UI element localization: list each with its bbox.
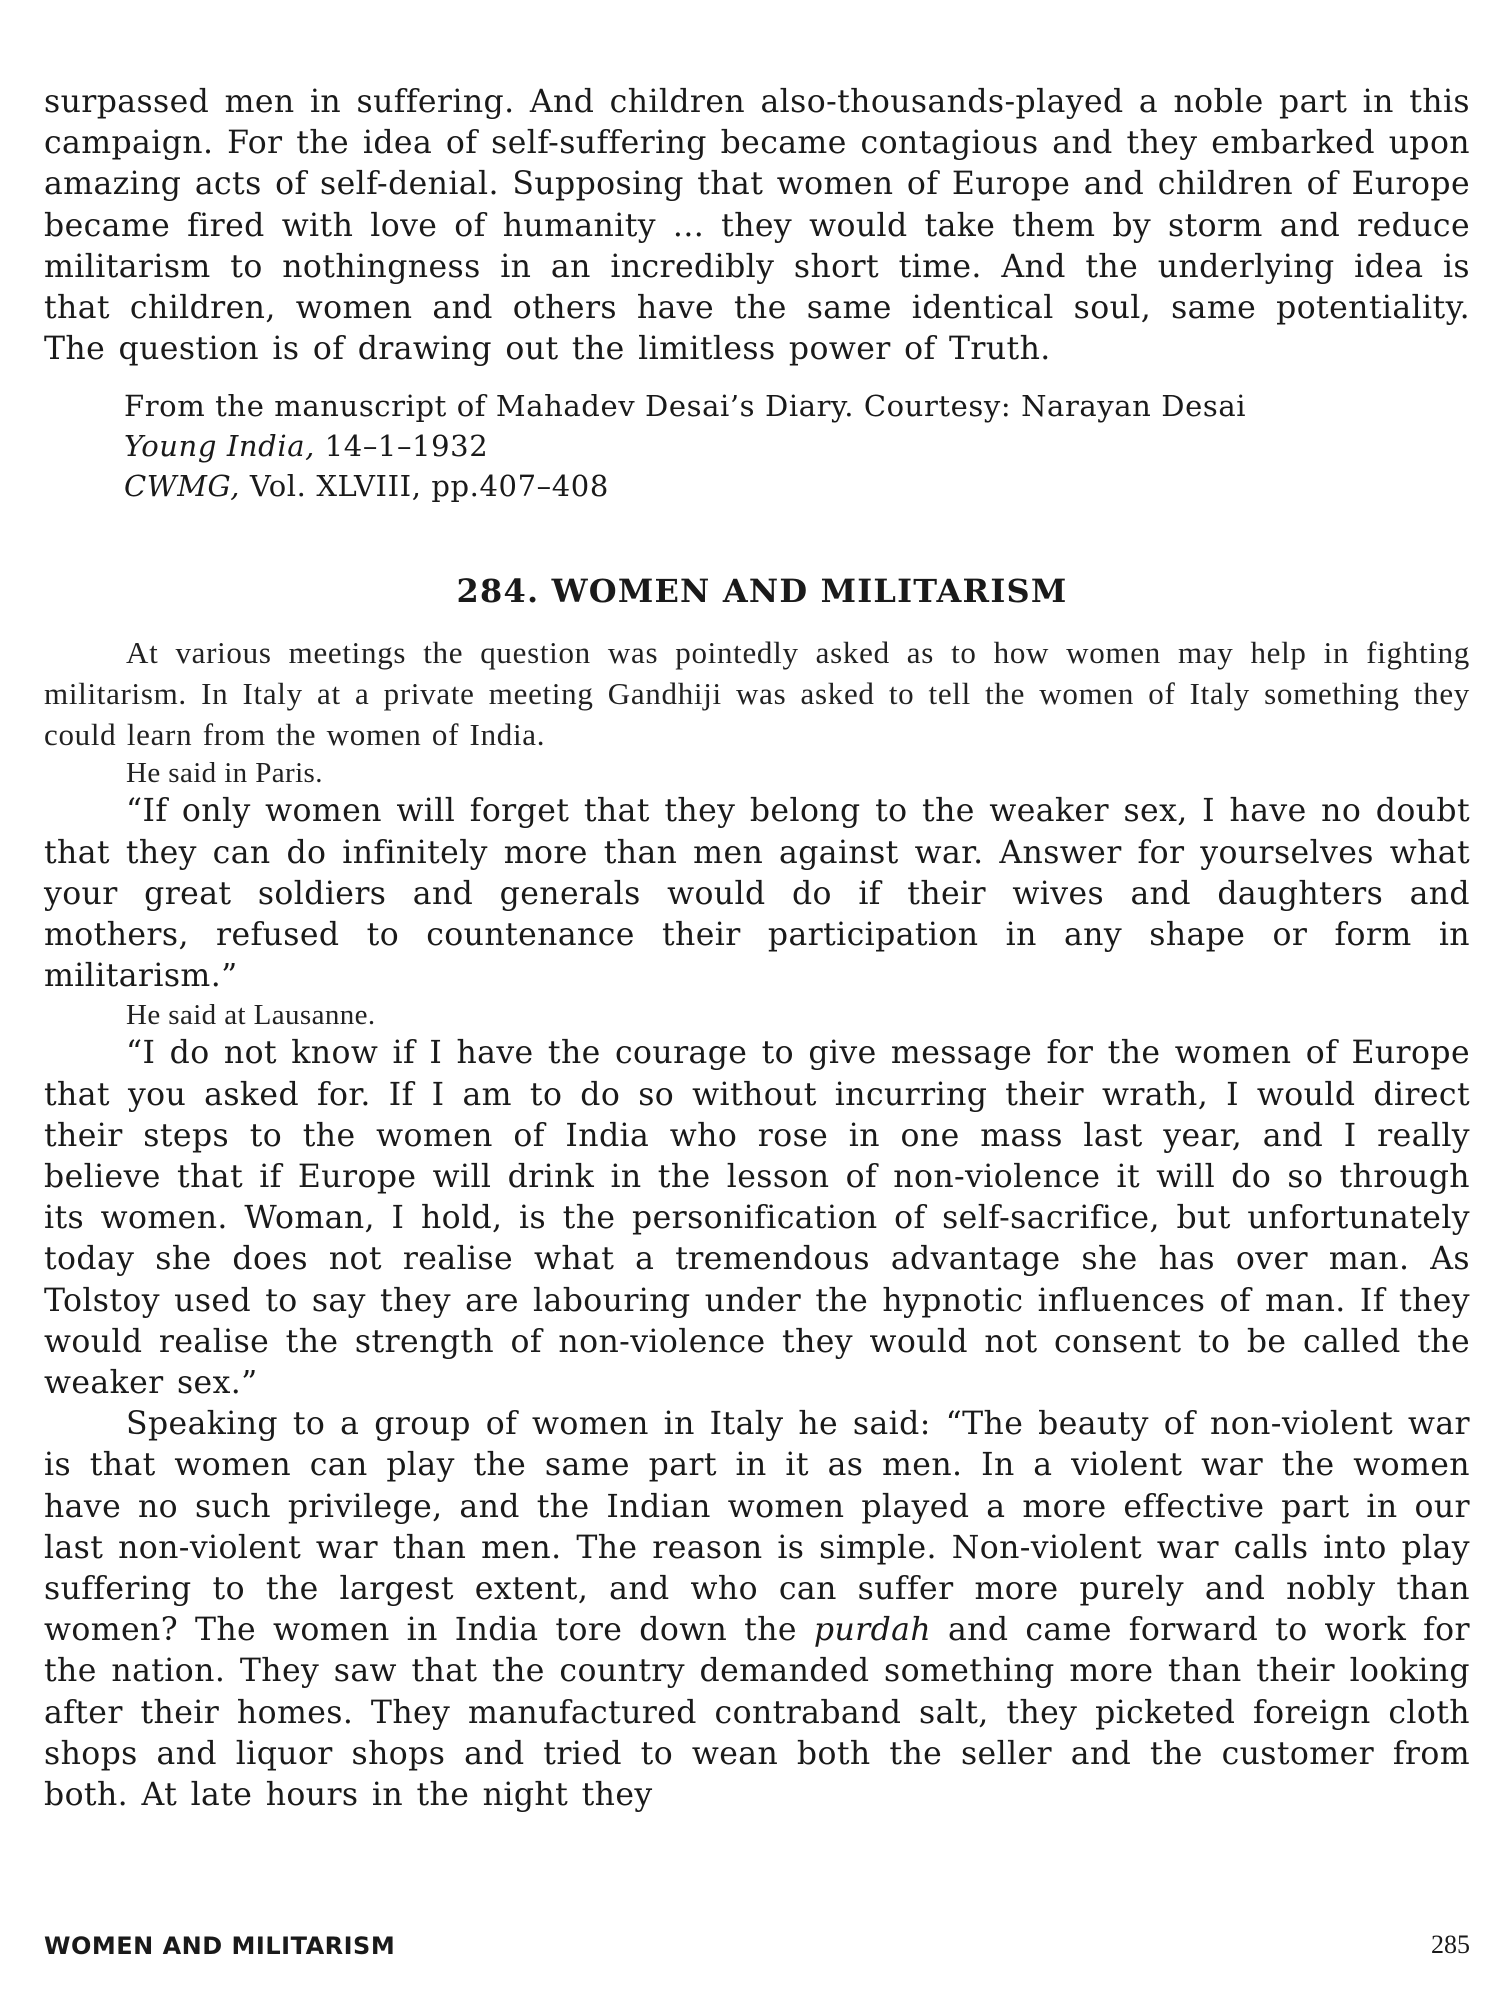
quote-lausanne: “I do not know if I have the courage to give message for the women of Europe that you asked for. If I am to do so without incurring their wrath, I would direct their steps to the women of India who rose in one mass last year, and I really believe that if Europe will drink in the lesson of non-violence it will do so through its women. Woman, I hold, is the personification of self-sacrifice, but unfortunately today she does not realise what a tremendous advantage she has over man. As Tolstoy used to say they are labouring under the hypnotic influences of man. If they would realise the strength of non-violence they would not consent to be called the weaker sex.”	[44, 1035, 1470, 1402]
page-content	[44, 82, 1470, 1816]
section-title: 284. WOMEN AND MILITARISM	[456, 572, 1068, 611]
cwmg-volume: Vol. XLVIII, pp.407–408	[240, 469, 609, 504]
cwmg-title: CWMG,	[124, 469, 241, 504]
source-citations	[124, 386, 1470, 506]
quote-paris: “If only women will forget that they belong to the weaker sex, I have no doubt that they can do infinitely more than men against war. Answer for yourselves what your great soldiers and generals would do if their wives and daughters and mothers, refused to countenance their participation in any shape or form in militarism.”	[44, 793, 1470, 995]
opening-paragraph: surpassed men in suffering. And children also-thousands-played a noble part in this campaign. For the idea of self-suffering became contagious and they embarked upon amazing acts of self-denial. Supposing that women of Europe and children of Europe became fired with love of humanity ... they would take them by storm and reduce militarism to nothingness in an incredibly short time. And the underlying idea is that children, women and others have the same identical soul, same potentiality. The question is of drawing out the limitless power of Truth.	[44, 84, 1470, 368]
young-india-date: 14–1–1932	[314, 429, 489, 464]
source-line-cwmg	[124, 466, 1470, 506]
page-number: 285	[1431, 1930, 1470, 1959]
intro-paragraph: At various meetings the question was pointedly asked as to how women may help in fighting militarism. In Italy at a private meeting Gandhiji was asked to tell the women of Italy something they could learn from the women of India.	[44, 635, 1470, 753]
said-at-lausanne: He said at Lausanne.	[126, 999, 376, 1032]
italy-text-part2: and came forward to work for the nation. They saw that the country demanded something more than their looking after their homes. They manufactured contraband salt, they picketed foreign cloth shops and liquor shops and tried to wean both the seller and the customer from both. At late hours in the night they	[44, 1612, 1470, 1814]
said-in-paris: He said in Paris.	[126, 757, 323, 790]
italy-text-part1: Speaking to a group of women in Italy he said: “The beauty of non-violent war is that women can play the same part in it as men. In a violent war the women have no such privilege, and the Indian women played a more effective part in our last non-violent war than men. The reason is simple. Non-violent war calls into play suffering to the largest extent, and who can suffer more purely and nobly than women? The women in India tore down the	[44, 1406, 1470, 1649]
young-india-title: Young India,	[124, 429, 315, 464]
source-line-young-india	[124, 426, 1470, 466]
italy-paragraph	[44, 1404, 1470, 1816]
page-footer	[44, 1930, 1470, 1960]
source-line-manuscript: From the manuscript of Mahadev Desai’s Diary. Courtesy: Narayan Desai	[124, 389, 1247, 424]
italy-italic-purdah: purdah	[813, 1612, 932, 1649]
running-footer-title: WOMEN AND MILITARISM	[44, 1932, 396, 1960]
